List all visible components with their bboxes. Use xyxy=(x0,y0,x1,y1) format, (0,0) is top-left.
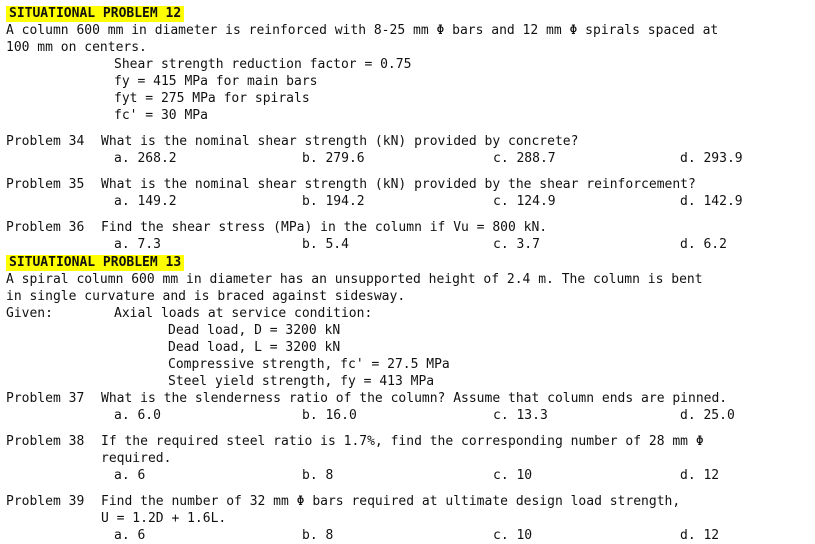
problem-question-cont: required. xyxy=(101,451,172,466)
sp13-given-label: Given: xyxy=(6,306,53,321)
choice-a: a. 6 xyxy=(114,468,146,483)
choice-d: d. 25.0 xyxy=(680,408,735,423)
problem-number: Problem 36 xyxy=(6,220,85,235)
choice-d: d. 293.9 xyxy=(680,151,743,166)
choice-a: a. 6 xyxy=(114,528,146,543)
problem-question: What is the slenderness ratio of the column? Assume that column ends are pinned. xyxy=(101,391,728,406)
sp12-given-2: fy = 415 MPa for main bars xyxy=(114,74,318,89)
choice-c: c. 13.3 xyxy=(493,408,548,423)
section-title-sp13: SITUATIONAL PROBLEM 13 xyxy=(6,255,184,271)
choice-c: c. 3.7 xyxy=(493,237,540,252)
sp13-text-line2: in single curvature and is braced against sidesway. xyxy=(6,289,406,304)
sp13-given-2: Dead load, L = 3200 kN xyxy=(168,340,341,355)
choice-a: a. 6.0 xyxy=(114,408,161,423)
problem-question: Find the shear stress (MPa) in the column if Vu = 800 kN. xyxy=(101,220,548,235)
sp12-given-3: fyt = 275 MPa for spirals xyxy=(114,91,310,106)
problem-question: What is the nominal shear strength (kN) provided by concrete? xyxy=(101,134,579,149)
sp12-text-line2: 100 mm on centers. xyxy=(6,40,147,55)
choice-c: c. 124.9 xyxy=(493,194,556,209)
problem-question-cont: U = 1.2D + 1.6L. xyxy=(101,511,227,526)
choice-d: d. 12 xyxy=(680,468,720,483)
choice-d: d. 12 xyxy=(680,528,720,543)
section-title-sp12: SITUATIONAL PROBLEM 12 xyxy=(6,6,184,22)
choice-b: b. 8 xyxy=(302,468,334,483)
choice-c: c. 288.7 xyxy=(493,151,556,166)
choice-b: b. 5.4 xyxy=(302,237,349,252)
sp13-given-head: Axial loads at service condition: xyxy=(114,306,373,321)
sp12-given-4: fc' = 30 MPa xyxy=(114,108,208,123)
sp13-given-4: Steel yield strength, fy = 413 MPa xyxy=(168,374,435,389)
sp13-text-line1: A spiral column 600 mm in diameter has an unsupported height of 2.4 m. The column is bent xyxy=(6,272,703,287)
choice-a: a. 149.2 xyxy=(114,194,177,209)
problem-number: Problem 38 xyxy=(6,434,85,449)
sp12-text-line1: A column 600 mm in diameter is reinforced with 8-25 mm Φ bars and 12 mm Φ spirals spaced at xyxy=(6,23,719,38)
choice-b: b. 8 xyxy=(302,528,334,543)
choice-c: c. 10 xyxy=(493,528,533,543)
choice-c: c. 10 xyxy=(493,468,533,483)
choice-b: b. 194.2 xyxy=(302,194,365,209)
choice-a: a. 7.3 xyxy=(114,237,161,252)
problem-question: What is the nominal shear strength (kN) provided by the shear reinforcement? xyxy=(101,177,696,192)
sp12-given-1: Shear strength reduction factor = 0.75 xyxy=(114,57,412,72)
problem-number: Problem 34 xyxy=(6,134,85,149)
choice-d: d. 6.2 xyxy=(680,237,727,252)
choice-b: b. 279.6 xyxy=(302,151,365,166)
problem-number: Problem 35 xyxy=(6,177,85,192)
sp13-given-3: Compressive strength, fc' = 27.5 MPa xyxy=(168,357,450,372)
problem-question: If the required steel ratio is 1.7%, find the corresponding number of 28 mm Φ xyxy=(101,434,704,449)
problem-number: Problem 37 xyxy=(6,391,85,406)
sp13-given-1: Dead load, D = 3200 kN xyxy=(168,323,341,338)
choice-b: b. 16.0 xyxy=(302,408,357,423)
choice-d: d. 142.9 xyxy=(680,194,743,209)
problem-number: Problem 39 xyxy=(6,494,85,509)
choice-a: a. 268.2 xyxy=(114,151,177,166)
problem-question: Find the number of 32 mm Φ bars required at ultimate design load strength, xyxy=(101,494,681,509)
